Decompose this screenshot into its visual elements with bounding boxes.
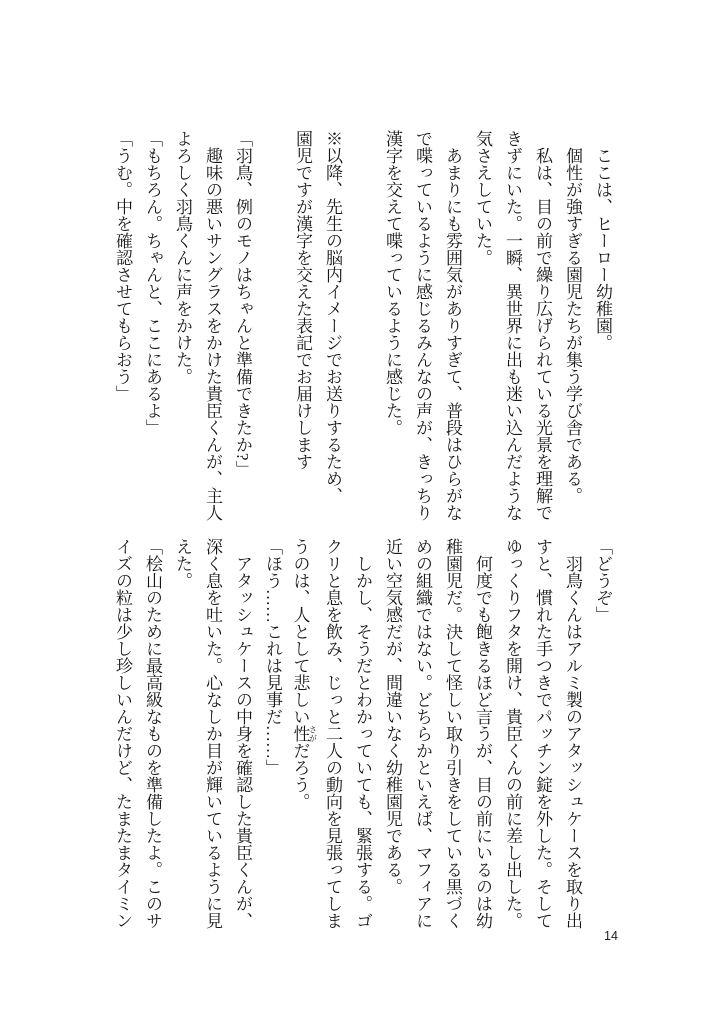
text-column: 「桧山のために最高級なものを準備したよ。このサ	[143, 538, 162, 929]
text-column: しかし、そうだとわかっていても、緊張する。ゴ	[353, 538, 372, 929]
text-column: 何度でも飽きるほど言うが、目の前にいるのは幼	[473, 538, 492, 929]
text-column: イズの粒は少し珍しいんだけど、たまたまタイミン	[113, 538, 132, 929]
text-column: 私は、目の前で繰り広げられている光景を理解で	[533, 130, 552, 521]
text-column: 深く息を吐いた。心なしか目が輝いているように見	[203, 538, 222, 929]
text-column: 「どうぞ」	[593, 538, 612, 623]
text-column: クリと息を飲み、じっと二人の動向を見張ってしま	[323, 538, 342, 929]
text-column: 気さえしていた。	[473, 130, 492, 266]
text-column: ※以降、先生の脳内イメージでお送りするため、	[323, 130, 342, 504]
text-column: 「羽鳥、例のモノはちゃんと準備できたか?」	[233, 130, 252, 478]
blank-column	[347, 130, 377, 530]
text-column: 「うむ。中を確認させてもらおう」	[113, 130, 132, 402]
text-column: 「ほう……これは見事だ……」	[263, 538, 282, 776]
text-column: えた。	[173, 538, 192, 589]
text-column: 羽鳥くんはアルミ製のアタッシュケースを取り出	[563, 538, 582, 929]
text-column: 趣味の悪いサングラスをかけた貴臣くんが、主人	[203, 130, 222, 521]
text-column: 稚園児だ。決して怪しい取り引きをしている黒づく	[443, 538, 462, 929]
page-number: 14	[604, 929, 618, 943]
text-column: うのは、人として悲しい性 さがだろう。	[290, 538, 318, 810]
text-block-top	[107, 130, 617, 530]
blank-column	[257, 130, 287, 530]
text-column: 漢字を交えて喋っているように感じた。	[383, 130, 402, 436]
text-column: すと、慣れた手つきでパッチン錠を外した。そして	[533, 538, 552, 929]
text-column: 近い空気感だが、間違いなく幼稚園児である。	[383, 538, 402, 895]
text-column: で喋っているように感じるみんなの声が、きっちり	[413, 130, 432, 521]
text-column: 「もちろん。ちゃんと、ここにあるよ」	[143, 130, 162, 436]
text-column: 個性が強すぎる園児たちが集う学び舎である。	[563, 130, 582, 504]
text-column: めの組織ではない。どちらかといえば、マフィアに	[413, 538, 432, 929]
text-column: あまりにも雰囲気がありすぎて、普段はひらがな	[443, 130, 462, 521]
text-column: アタッシュケースの中身を確認した貴臣くんが、	[233, 538, 252, 929]
text-column: ここは、ヒーロー幼稚園。	[593, 130, 612, 351]
text-column: きずにいた。一瞬、異世界に出も迷い込んだような	[503, 130, 522, 521]
text-column: ゆっくりフタを開け、貴臣くんの前に差し出した。	[503, 538, 522, 929]
text-column: 園児ですが漢字を交えた表記でお届けします	[293, 130, 312, 470]
text-column: よろしく羽鳥くんに声をかけた。	[173, 130, 192, 385]
text-block-bottom	[107, 538, 617, 938]
